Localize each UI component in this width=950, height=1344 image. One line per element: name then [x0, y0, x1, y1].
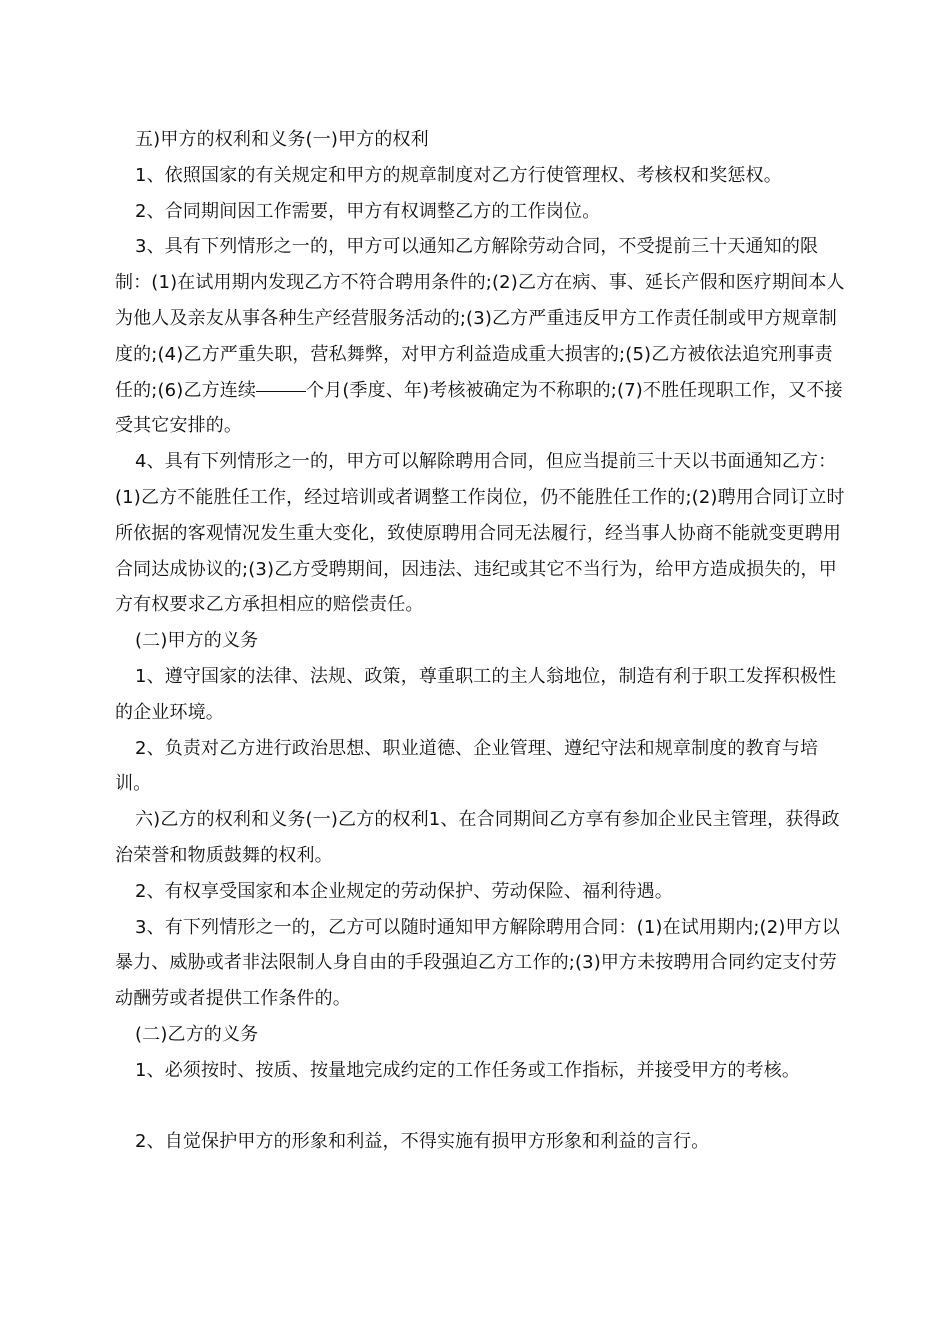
section-five-title: 五)甲方的权利和义务(一)甲方的权利 — [135, 129, 429, 150]
employee-obligation-2: 2、自觉保护甲方的形象和利益，不得实施有损甲方形象和利益的言行。 — [135, 1130, 710, 1152]
blank-line — [256, 391, 306, 392]
employer-right-3-tail: 个月(季度、年)考核被确定为不称职的;(7)不胜任现职工作，又不接受其它安排的。 — [115, 379, 843, 437]
section-six-title: 六)乙方的权利和义务(一)乙方的权利1、在合同期间乙方享有参加企业民主管理，获得政治荣誉和物质鼓舞的权利。 — [115, 809, 840, 866]
employee-obligations-title: (二)乙方的义务 — [135, 1023, 259, 1045]
employer-right-3 — [115, 229, 850, 444]
employer-obligations-title: (二)甲方的义务 — [135, 630, 259, 652]
employer-right-4: 4、具有下列情形之一的，甲方可以解除聘用合同，但应当提前三十天以书面通知乙方：(1)乙方不能胜任工作，经过培训或者调整工作岗位，仍不能胜任工作的;(2)聘用合同订立时所依据的客观情况发生重大变化，致使原聘用合同无法履行，经当事人协商不能就变更聘用合同达成协议的;(3)乙方受聘期间，因违法、违纪或其它不当行为，给甲方造成损失的，甲方有权要求乙方承担相应的赔偿责任。 — [115, 451, 845, 616]
employee-right-3: 3、有下列情形之一的，乙方可以随时通知甲方解除聘用合同：(1)在试用期内;(2)甲方以暴力、威胁或者非法限制人身自由的手段强迫乙方工作的;(3)甲方未按聘用合同约定支付劳动酬劳或者提供工作条件的。 — [115, 916, 840, 1010]
employer-right-2: 2、合同期间因工作需要，甲方有权调整乙方的工作岗位。 — [135, 200, 601, 222]
employee-obligation-1: 1、必须按时、按质、按量地完成约定的工作任务或工作指标，并接受甲方的考核。 — [135, 1059, 800, 1081]
employer-right-3-text: 3、具有下列情形之一的，甲方可以通知乙方解除劳动合同，不受提前三十天通知的限制：(1)在试用期内发现乙方不符合聘用条件的;(2)乙方在病、事、延长产假和医疗期间本人为他人及亲友从事各种生产经营服务活动的;(3)乙方严重违反甲方工作责任制或甲方规章制度的;(4)乙方严重失职，营私舞弊，对甲方利益造成重大损害的;(5)乙方被依法追究刑事责任的;(6)乙方连续 — [115, 236, 845, 401]
document-body — [115, 122, 850, 1159]
employer-obligation-1: 1、遵守国家的法律、法规、政策，尊重职工的主人翁地位，制造有利于职工发挥积极性的企业环境。 — [115, 665, 837, 723]
employer-obligation-2: 2、负责对乙方进行政治思想、职业道德、企业管理、遵纪守法和规章制度的教育与培训。 — [115, 737, 819, 795]
employee-right-2: 2、有权享受国家和本企业规定的劳动保护、劳动保险、福利待遇。 — [135, 880, 673, 902]
employer-right-1: 1、依照国家的有关规定和甲方的规章制度对乙方行使管理权、考核权和奖惩权。 — [135, 164, 782, 186]
